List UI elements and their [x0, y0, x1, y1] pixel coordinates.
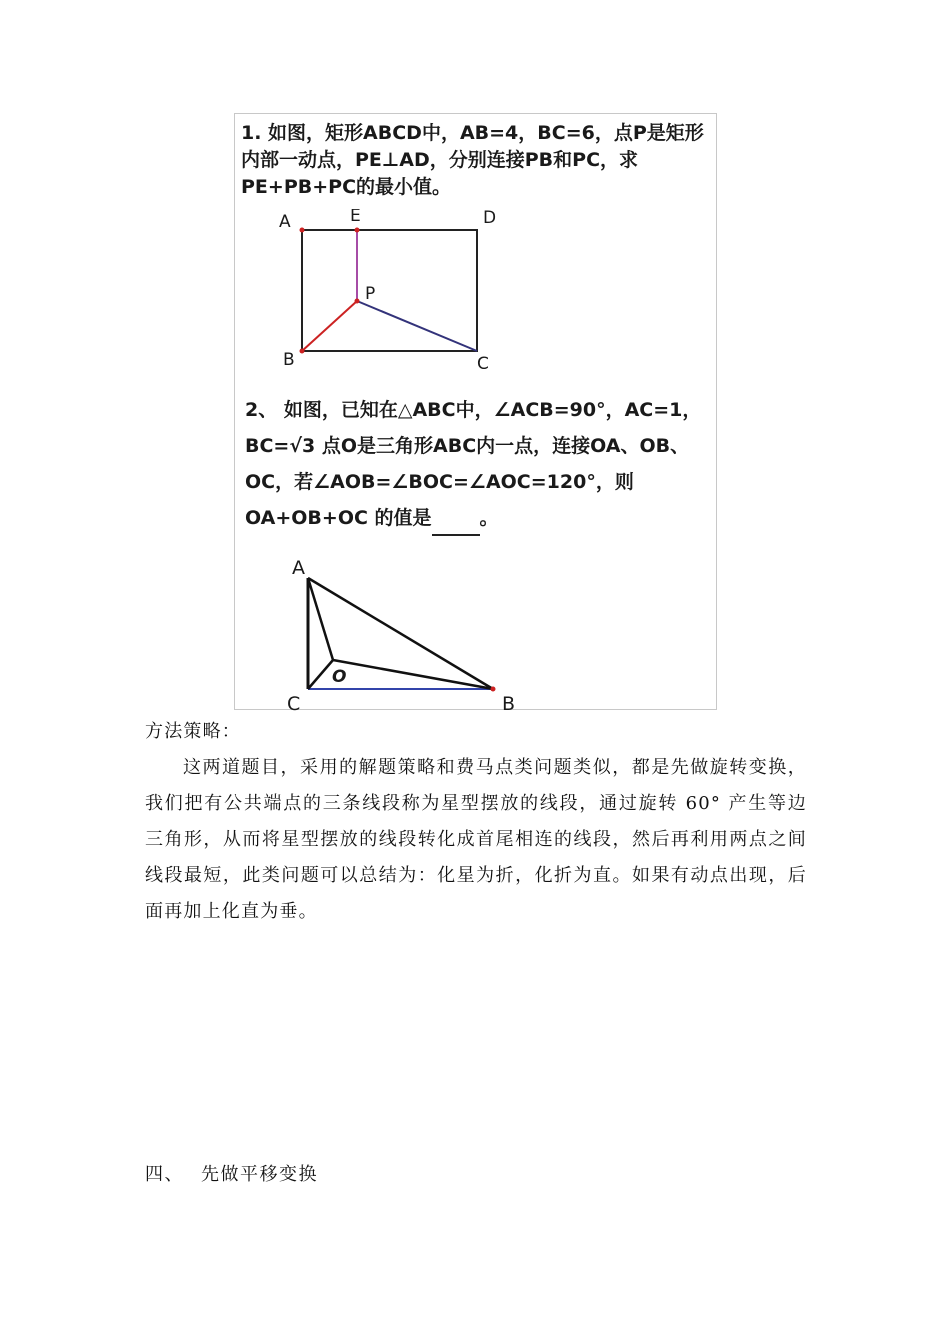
- label-b: B: [283, 350, 295, 369]
- problem-2-text-main: 2、 如图，已知在△ABC中，∠ACB=90°，AC=1，BC=√3 点O是三角形ABC内一点，连接OA、OB、OC，若∠AOB=∠BOC=∠AOC=120°，则OA+OB+OC 的值是: [245, 399, 702, 529]
- segment-pc: [357, 301, 477, 351]
- problem-2-text-end: 。: [479, 507, 499, 529]
- point-b-dot: [491, 687, 496, 692]
- section-title: 先做平移变换: [201, 1164, 318, 1185]
- point-e: [355, 228, 360, 233]
- label-e: E: [350, 209, 361, 226]
- label-d: D: [483, 209, 497, 228]
- label-o: O: [332, 667, 347, 687]
- point-b: [300, 349, 305, 354]
- label-p: P: [365, 284, 376, 304]
- answer-blank: [432, 514, 480, 536]
- problem-figure: [234, 113, 717, 714]
- point-p: [355, 299, 360, 304]
- segment-oc: [308, 660, 333, 689]
- strategy-paragraph: 这两道题目，采用的解题策略和费马点类问题类似，都是先做旋转变换，我们把有公共端点的三条线段称为星型摆放的线段，通过旋转 60° 产生等边三角形，从而将星型摆放的线段转化成首尾相连的线段，然后再利用两点之间线段最短，此类问题可以总结为：化星为折，化折为直。如果有动点出现，后面再加上化直为垂。: [145, 757, 807, 922]
- point-a: [300, 228, 305, 233]
- rectangle-abcd: [302, 230, 477, 351]
- label-a: A: [292, 557, 305, 579]
- segment-pb: [302, 301, 357, 351]
- problem-2-text: [245, 392, 710, 536]
- section-number: 四、: [145, 1164, 184, 1185]
- problem-1-text: 1. 如图，矩形ABCD中，AB=4，BC=6，点P是矩形内部一动点，PE⊥AD，分别连接PB和PC，求PE+PB+PC的最小值。: [241, 122, 704, 198]
- triangle-diagram: [235, 544, 718, 714]
- label-b: B: [502, 693, 516, 714]
- rectangle-diagram: [235, 209, 718, 369]
- strategy-label: 方法策略：: [145, 721, 241, 742]
- section-heading: [145, 1160, 318, 1186]
- label-c: C: [477, 354, 489, 369]
- label-a: A: [279, 212, 291, 232]
- label-c: C: [287, 693, 301, 714]
